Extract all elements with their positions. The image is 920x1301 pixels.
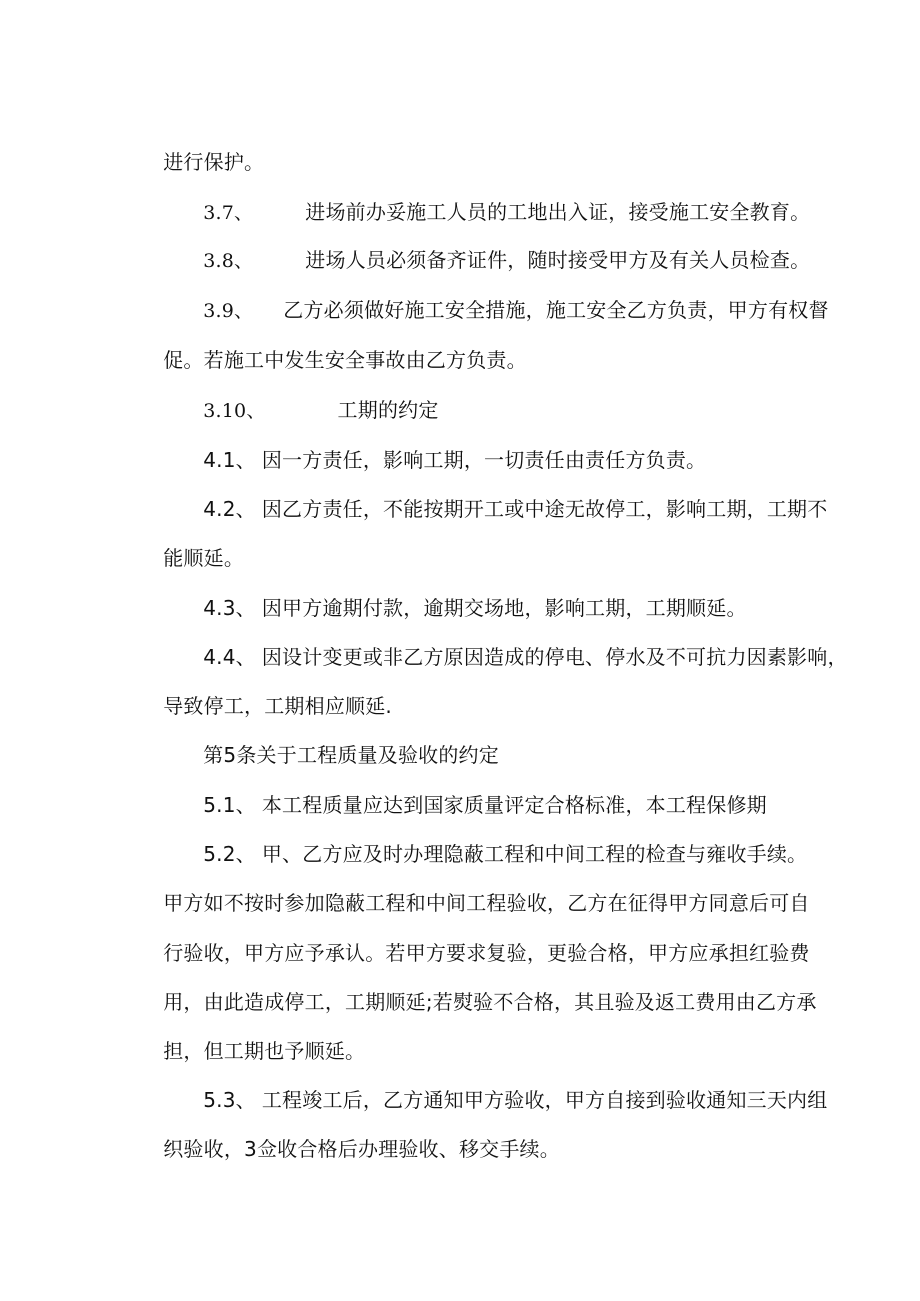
line-text: 织验收，3佥收合格后办理验收、移交手续。 <box>163 1137 560 1161</box>
clause-number: 4.3、 <box>203 596 256 620</box>
text-line <box>137 1107 560 1191</box>
clause-text: 工程竣工后，乙方通知甲方验收，甲方自接到验收通知三天内组 <box>261 1088 828 1112</box>
clause-text: 因甲方逾期付款，逾期交场地，影响工期，工期顺延。 <box>261 596 747 620</box>
clause-text: 乙方必须做好施工安全措施，施工安全乙方负责，甲方有权督 <box>283 298 829 322</box>
line-text: 行验收，甲方应予承认。若甲方要求复验，更验合格，甲方应承担红验费 <box>163 941 810 965</box>
line-text: 担，但工期也予顺延。 <box>163 1039 366 1063</box>
line-text: 导致停工，工期相应顺延. <box>163 694 392 718</box>
clause-text: 甲、乙方应及时办理隐蔽工程和中间工程的检查与雍收手续。 <box>261 842 808 866</box>
line-text: 进行保护。 <box>163 150 265 174</box>
clause-number: 3.9、 <box>203 300 254 322</box>
line-text: 第5条关于工程质量及验收的约定 <box>203 743 499 767</box>
clause-4-2 <box>177 467 827 551</box>
line-text: 甲方如不按时参加隐蔽工程和中间工程验收，乙方在征得甲方同意后可自 <box>163 891 810 915</box>
clause-text: 因设计变更或非乙方原因造成的停电、停水及不可抗力因素影响， <box>261 645 848 669</box>
clause-number: 3.8、 <box>203 250 254 272</box>
clause-text: 进场人员必须备齐证件，随时接受甲方及有关人员检查。 <box>305 248 811 272</box>
clause-number: 4.2、 <box>203 497 256 521</box>
clause-number: 3.7、 <box>203 202 254 224</box>
clause-number: 4.1、 <box>203 448 256 472</box>
line-text: 能顺延。 <box>163 546 245 570</box>
clause-text: 因一方责任，影响工期，一切责任由责任方负责。 <box>261 448 707 472</box>
clause-text: 进场前办妥施工人员的工地出入证，接受施工安全教育。 <box>305 200 811 224</box>
line-text: 用，由此造成停工，工期顺延;若熨验不合格，其且验及返工费用由乙方承 <box>163 990 817 1014</box>
clause-text: 因乙方责任，不能按期开工或中途无故停工，影响工期，工期不 <box>261 497 828 521</box>
clause-number: 5.2、 <box>203 842 256 866</box>
clause-number: 5.1、 <box>203 793 256 817</box>
clause-text: 本工程质量应达到国家质量评定合格标准，本工程保修期 <box>261 793 767 817</box>
clause-number: 5.3、 <box>203 1088 256 1112</box>
clause-number: 4.4、 <box>203 645 256 669</box>
line-text: 促。若施工中发生安全事故由乙方负责。 <box>163 348 527 372</box>
clause-text: 工期的约定 <box>337 398 439 422</box>
clause-number: 3.10、 <box>203 400 266 422</box>
